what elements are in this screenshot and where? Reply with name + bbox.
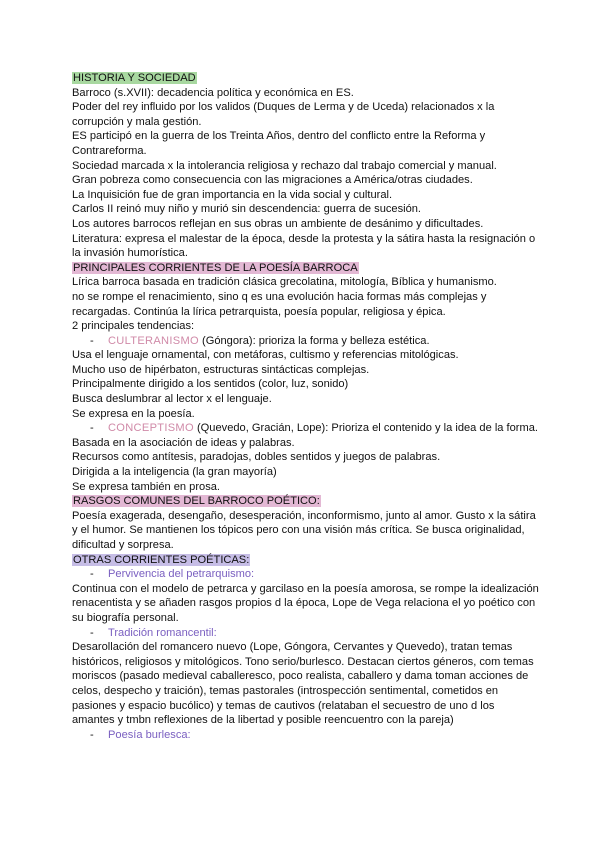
bullet-dash: - (90, 422, 94, 435)
heading-corrientes-text: PRINCIPALES CORRIENTES DE LA POESÍA BARROCA (73, 261, 358, 274)
paragraph-line: Los autores barrocos reflejan en sus obras un ambiente de desánimo y dificultades. (72, 217, 484, 230)
culteranismo-description: (Góngora): prioriza la forma y belleza estética. (198, 334, 430, 347)
heading-historia-text: HISTORIA Y SOCIEDAD (73, 72, 196, 84)
section-heading-rasgos (72, 494, 540, 509)
bullet-dash: - (90, 728, 94, 741)
paragraph-line: Basada en la asociación de ideas y palabras. (72, 436, 295, 449)
section-heading-corrientes (72, 261, 540, 276)
paragraph-line: Carlos II reinó muy niño y murió sin descendencia: guerra de sucesión. (72, 203, 422, 216)
culteranismo-term: CULTERANISMO (108, 334, 199, 347)
paragraph-line: no se rompe el renacimiento, sino q es una evolución hacia formas más complejas y recargadas. Continúa la lírica petrarquista, poesía popular, religiosa y épica. (72, 290, 487, 318)
bullet-burlesca (72, 728, 540, 743)
paragraph-line: Usa el lenguaje ornamental, con metáforas, cultismo y referencias mitológicas. (72, 349, 459, 362)
petrarquismo-title: Pervivencia del petrarquismo: (108, 568, 255, 581)
paragraph-line: La Inquisición fue de gran importancia en la vida social y cultural. (72, 188, 393, 201)
burlesca-title: Poesía burlesca: (108, 728, 191, 741)
paragraph-line: Recursos como antítesis, paradojas, dobles sentidos y juegos de palabras. (72, 451, 441, 464)
conceptismo-term: CONCEPTISMO (108, 422, 194, 435)
paragraph-line: Gran pobreza como consecuencia con las migraciones a América/otras ciudades. (72, 174, 473, 187)
paragraph-rasgos: Poesía exagerada, desengaño, desesperación, inconformismo, junto al amor. Gusto x la sátira y el humor. Se mantienen los tópicos pero con una visión más crítica. Se busca originalidad, dificultad y sorpresa. (72, 509, 536, 551)
heading-otras-text: OTRAS CORRIENTES POÉTICAS: (73, 553, 250, 566)
section-heading-historia (72, 71, 540, 86)
paragraph-romancentil: Desarollación del romancero nuevo (Lope, Góngora, Cervantes y Quevedo), tratan temas históricos, religiosos y mitológicos. Tono serio/burlesco. Destacan ciertos géneros, com temas moriscos (pasado medieval caballeresco, poco realista, caballero y dama toman acciones de celos, despecho y traición), temas pastorales (introspección sentimental, cometidos en pasiones y espacio bucólico) y temas de cautivos (relataban el secuestro de uno d los amantes y tmbn reflexiones de la libertad y posible reencuentro con la pareja) (72, 641, 534, 727)
paragraph-line: Sociedad marcada x la intolerancia religiosa y rechazo dal trabajo comercial y manual. (72, 159, 497, 172)
paragraph-line: Mucho uso de hipérbaton, estructuras sintácticas complejas. (72, 363, 370, 376)
paragraph-line: Barroco (s.XVII): decadencia política y económica en ES. (72, 86, 354, 99)
paragraph-line: Lírica barroca basada en tradición clásica grecolatina, mitología, Bíblica y humanismo. (72, 276, 497, 289)
section-heading-otras (72, 553, 540, 568)
conceptismo-description: (Quevedo, Gracián, Lope): Prioriza el contenido y la idea de la forma. (193, 422, 538, 435)
paragraph-line: Se expresa en la poesía. (72, 407, 195, 420)
heading-rasgos-text: RASGOS COMUNES DEL BARROCO POÉTICO: (73, 495, 320, 508)
bullet-dash: - (90, 626, 94, 639)
bullet-conceptismo (72, 421, 540, 436)
bullet-dash: - (90, 334, 94, 347)
paragraph-line: Se expresa también en prosa. (72, 480, 221, 493)
bullet-dash: - (90, 568, 94, 581)
paragraph-line: Principalmente dirigido a los sentidos (color, luz, sonido) (72, 378, 349, 391)
bullet-petrarquismo (72, 567, 540, 582)
paragraph-line: Literatura: expresa el malestar de la época, desde la protesta y la sátira hasta la resignación o la invasión humorística. (72, 232, 536, 260)
paragraph-line: ES participó en la guerra de los Treinta Años, dentro del conflicto entre la Reforma y Contrareforma. (72, 130, 486, 157)
romancentil-title: Tradición romancentil: (108, 626, 217, 639)
paragraph-line: Dirigida a la inteligencia (la gran mayoría) (72, 466, 277, 479)
paragraph-line: Busca deslumbrar al lector x el lenguaje. (72, 393, 272, 406)
paragraph-line: Poder del rey influido por los validos (Duques de Lerma y de Uceda) relacionados x la corrupción y mala gestión. (72, 101, 495, 128)
bullet-culteranismo (72, 334, 540, 349)
paragraph-line: 2 principales tendencias: (72, 320, 195, 333)
bullet-romancentil (72, 626, 540, 641)
paragraph-petrarquismo: Continua con el modelo de petrarca y garcilaso en la poesía amorosa, se rompe la idealización renacentista y se añaden rasgos propios d la época, Lope de Vega relaciona el yo poético con su biografía personal. (72, 582, 539, 624)
